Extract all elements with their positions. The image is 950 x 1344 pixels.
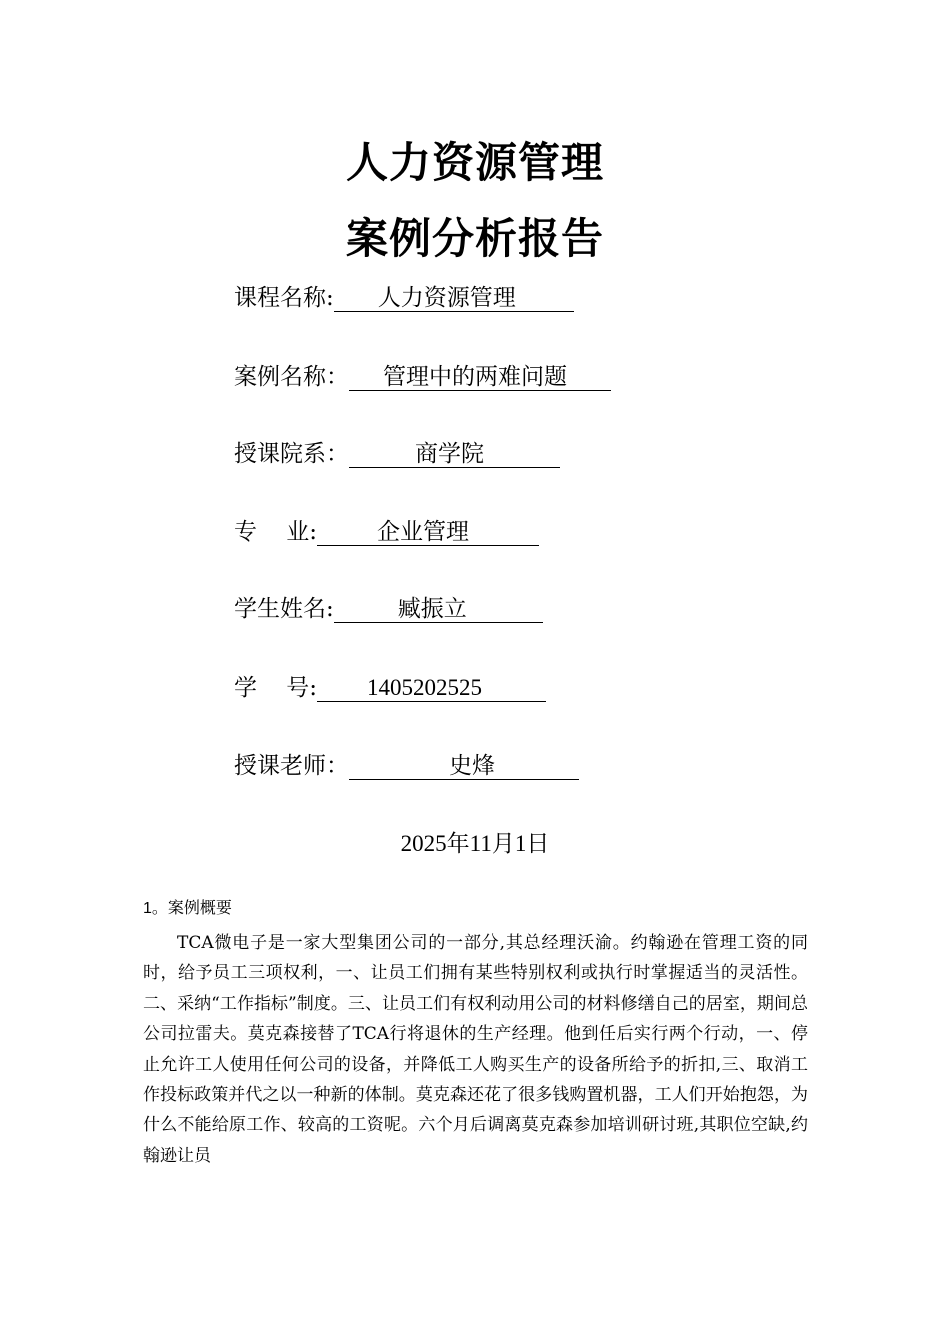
student-id-value: 1405202525 [317, 676, 546, 702]
course-name-label: 课程名称: [234, 285, 334, 311]
case-name-field [234, 365, 611, 391]
case-name-label: 案例名称： [234, 364, 349, 390]
department-field [234, 442, 560, 468]
title-line-2: 案例分析报告 [345, 214, 604, 263]
teacher-label: 授课老师： [234, 753, 349, 779]
report-date: 2025年11月1日 [400, 831, 550, 856]
department-value: 商学院 [349, 442, 560, 468]
course-name-field [234, 286, 574, 312]
course-name-value: 人力资源管理 [334, 286, 574, 312]
major-value: 企业管理 [317, 520, 539, 546]
student-id-field [234, 676, 546, 702]
section-body: TCA微电子是一家大型集团公司的一部分,其总经理沃渝。约翰逊在管理工资的同时，给予员工三项权利，一、让员工们拥有某些特别权利或执行时掌握适当的灵活性。二、采纳“工作指标”制度。三、让员工们有权利动用公司的材料修缮自己的居室，期间总公司拉雷夫。莫克森接替了TCA行将退休的生产经理。他到任后实行两个行动，一、停止允许工人使用任何公司的设备，并降低工人购买生产的设备所给予的折扣,三、取消工作投标政策并代之以一种新的体制。莫克森还花了很多钱购置机器，工人们开始抱怨，为什么不能给原工作、较高的工资呢。六个月后调离莫克森参加培训研讨班,其职位空缺,约翰逊让员 [143, 933, 808, 1166]
case-name-value: 管理中的两难问题 [349, 365, 611, 391]
major-field [234, 520, 539, 546]
section-heading: 1。案例概要 [143, 900, 232, 917]
student-name-field [234, 597, 543, 623]
student-name-value: 臧振立 [334, 597, 543, 623]
title-line-1: 人力资源管理 [345, 138, 604, 187]
major-label: 专 业: [234, 519, 317, 545]
student-name-label: 学生姓名: [234, 596, 334, 622]
teacher-value: 史烽 [349, 754, 579, 780]
teacher-field [234, 754, 579, 780]
department-label: 授课院系： [234, 441, 349, 467]
student-id-label: 学 号: [234, 675, 317, 701]
